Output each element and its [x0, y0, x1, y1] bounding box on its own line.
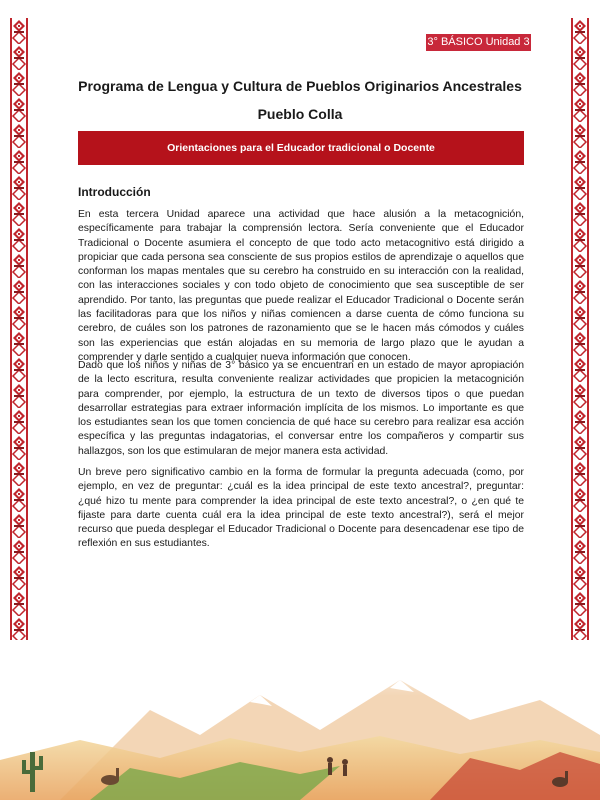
left-decorative-border [10, 18, 28, 718]
section-banner-text: Orientaciones para el Educador tradicional o Docente [167, 142, 435, 154]
paragraph-2: Dado que los niños y niñas de 3° básico ya se encuentran en un estado de mayor apropiación de la lecto escritura, resulta conveniente realizar actividades que propicien la metacognición para comprender, por ejemplo, la estructura de un texto de diversos tipos o que puedan desarrollar estrategias para extraer información implícita de los mismos. Lo importante es que los estudiantes sean los que tomen conciencia de qué hace su cerebro para realizar esa acción específica y las preguntas indagatorias, el conversar entre los compañeros y compartir sus hallazgos, son los que estimularan de mejor manera esta actividad. [78, 360, 524, 457]
landscape-illustration [0, 640, 600, 800]
right-decorative-border [571, 18, 589, 718]
paragraph-3: Un breve pero significativo cambio en la forma de formular la pregunta adecuada (como, por ejemplo, en vez de preguntar: ¿cuál es la idea principal de este texto ancestral?, preguntar: ¿qué hizo tu mente para comprender la idea principal de este texto ancestral?, o ¿en qué te fijaste para darte cuenta cuál era la idea principal de este texto ancestral?), será el mejor recurso que pueda desplegar el Educador Tradicional o Docente para desencadenar ese tipo de reflexión en sus estudiantes. [78, 467, 524, 550]
unit-badge: 3° BÁSICO Unidad 3 [426, 34, 531, 51]
section-banner [78, 131, 524, 165]
people-title: Pueblo Colla [257, 106, 343, 122]
section-heading: Introducción [78, 185, 151, 199]
paragraph-1: En esta tercera Unidad aparece una actividad que hace alusión a la metacognición, específicamente para trabajar la comprensión lectora. Sería conveniente que el Educador Tradicional o Docente asumiera el concepto de que todo acto metacognitivo está dirigido a propiciar que cada persona sea consciente de sus propios estilos de aprendizaje o aquellos que conforman los mapas mentales que su cerebro ha construido en su interacción con la realidad, con las interacciones sociales y con todo objeto de conocimiento que sea susceptible de ser aprendido. Por tanto, las preguntas que puede realizar el Educador Tradicional o Docente serán las facilitadoras para que los niños y niñas comiencen a darse cuenta de cómo funciona su cerebro, de cuáles son los patrones de razonamiento que se le hacen más cómodos y cuáles son las experiencias que están alojadas en su memoria de largo plazo que le ayudan a comprender y darle sentido a cualquier nueva información que conocen. [78, 209, 524, 363]
program-title: Programa de Lengua y Cultura de Pueblos Originarios Ancestrales [78, 78, 522, 94]
